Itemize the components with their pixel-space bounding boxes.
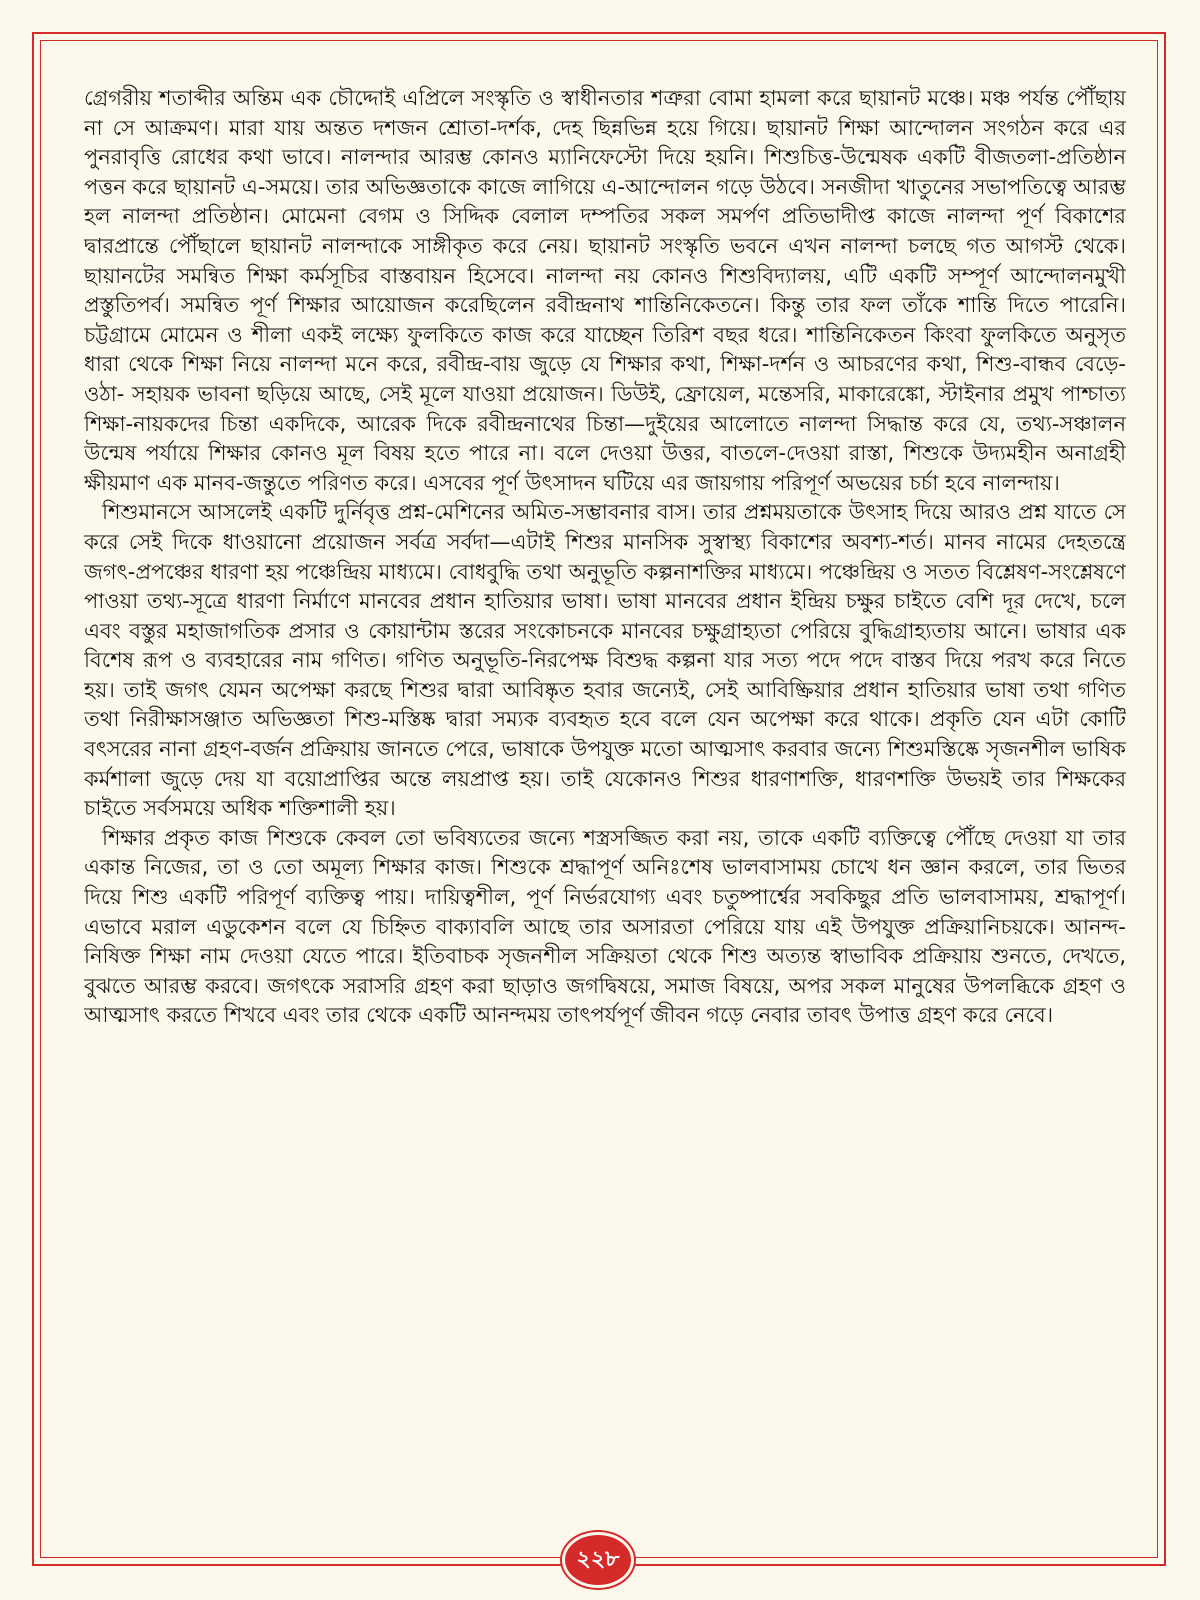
paragraph-1: গ্রেগরীয় শতাব্দীর অন্তিম এক চৌদ্দোই এপ্রিলে সংস্কৃতি ও স্বাধীনতার শত্রুরা বোমা হামলা করে ছায়ানট মঞ্চে। মঞ্চ পর্যন্ত পৌঁছায় না সে আক্রমণ। মারা যায় অন্তত দশজন শ্রোতা-দর্শক, দেহ ছিন্নভিন্ন হয়ে গিয়ে। ছায়ানট শিক্ষা আন্দোলন সংগঠন করে এর পুনরাবৃত্তি রোধের কথা ভাবে। নালন্দার আরম্ভ কোনও ম্যানিফেস্টো দিয়ে হয়নি। শিশুচিত্ত-উন্মেষক একটি বীজতলা-প্রতিষ্ঠান পত্তন করে ছায়ানট এ-সময়ে। তার অভিজ্ঞতাকে কাজে লাগিয়ে এ-আন্দোলন গড়ে উঠবে। সনজীদা খাতুনের সভাপতিত্বে আরম্ভ হল নালন্দা প্রতিষ্ঠান। মোমেনা বেগম ও সিদ্দিক বেলাল দম্পতির সকল সমর্পণ প্রতিভাদীপ্ত কাজে নালন্দা পূর্ণ বিকাশের দ্বারপ্রান্তে পৌঁছালে ছায়ানট নালন্দাকে সাঙ্গীকৃত করে নেয়। ছায়ানট সংস্কৃতি ভবনে এখন নালন্দা চলছে গত আগস্ট থেকে। ছায়ানটের সমন্বিত শিক্ষা কর্মসূচির বাস্তবায়ন হিসেবে। নালন্দা নয় কোনও শিশুবিদ্যালয়, এটি একটি সম্পূর্ণ আন্দোলনমুখী প্রস্তুতিপর্ব। সমন্বিত পূর্ণ শিক্ষার আয়োজন করেছিলেন রবীন্দ্রনাথ শান্তিনিকেতনে। কিন্তু তার ফল তাঁকে শান্তি দিতে পারেনি। চট্টগ্রামে মোমেন ও শীলা একই লক্ষ্যে ফুলকিতে কাজ করে যাচ্ছেন তিরিশ বছর ধরে। শান্তিনিকেতন কিংবা ফুলকিতে অনুসৃত ধারা থেকে শিক্ষা নিয়ে নালন্দা মনে করে, রবীন্দ্র-বায় জুড়ে যে শিক্ষার কথা, শিক্ষা-দর্শন ও আচরণের কথা, শিশু-বান্ধব বেড়ে-ওঠা- সহায়ক ভাবনা ছড়িয়ে আছে, সেই মূলে যাওয়া প্রয়োজন। ডিউই, ফ্রোয়েল, মন্তেসরি, মাকারেঙ্কো, স্টাইনার প্রমুখ পাশ্চাত্য শিক্ষা-নায়কদের চিন্তা একদিকে, আরেক দিকে রবীন্দ্রনাথের চিন্তা—দুইয়ের আলোতে নালন্দা সিদ্ধান্ত করে যে, তথ্য-সঞ্চালন উন্মেষ পর্যায়ে শিক্ষার কোনও মূল বিষয় হতে পারে না। বলে দেওয়া উত্তর, বাতলে-দেওয়া রাস্তা, শিশুকে উদ্যমহীন অনাগ্রহী ক্ষীয়মাণ এক মানব-জন্তুতে পরিণত করে। এসবের পূর্ণ উৎসাদন ঘটিয়ে এর জায়গায় পরিপূর্ণ অভয়ের চর্চা হবে নালন্দায়। [84,86,1126,495]
paragraph-2: শিশুমানসে আসলেই একটি দুর্নিবৃত্ত প্রশ্ন-মেশিনের অমিত-সম্ভাবনার বাস। তার প্রশ্নময়তাকে উৎসাহ দিয়ে আরও প্রশ্ন যাতে সে করে সেই দিকে ধাওয়ানো প্রয়োজন সর্বত্র সর্বদা—এটাই শিশুর মানসিক সুস্বাস্থ্য বিকাশের অবশ্য-শর্ত। মানব নামের দেহতন্ত্রে জগৎ-প্রপঞ্চের ধারণা হয় পঞ্চেন্দ্রিয় মাধ্যমে। বোধবুদ্ধি তথা অনুভূতি কল্পনাশক্তির মাধ্যমে। পঞ্চেন্দ্রিয় ও সতত বিশ্লেষণ-সংশ্লেষণে পাওয়া তথ্য-সূত্রে ধারণা নির্মাণে মানবের প্রধান হাতিয়ার ভাষা। ভাষা মানবের প্রধান ইন্দ্রিয় চক্ষুর চাইতে বেশি দূর দেখে, চলে এবং বস্তুর মহাজাগতিক প্রসার ও কোয়ান্টাম স্তরের সংকোচনকে মানবের চক্ষুগ্রাহ্যতা পেরিয়ে বুদ্ধিগ্রাহ্যতায় আনে। ভাষার এক বিশেষ রূপ ও ব্যবহারের নাম গণিত। গণিত অনুভূতি-নিরপেক্ষ বিশুদ্ধ কল্পনা যার সত্য পদে পদে বাস্তব দিয়ে পরখ করে নিতে হয়। তাই জগৎ যেমন অপেক্ষা করছে শিশুর দ্বারা আবিষ্কৃত হবার জন্যেই, সেই আবিষ্ক্রিয়ার প্রধান হাতিয়ার ভাষা তথা গণিত তথা নিরীক্ষাসঞ্জাত অভিজ্ঞতা শিশু-মস্তিষ্ক দ্বারা সম্যক ব্যবহৃত হবে বলে যেন অপেক্ষা করে থাকে। প্রকৃতি যেন এটা কোটি বৎসরের নানা গ্রহণ-বর্জন প্রক্রিয়ায় জানতে পেরে, ভাষাকে উপযুক্ত মতো আত্মসাৎ করবার জন্যে শিশুমস্তিষ্কে সৃজনশীল ভাষিক কর্মশালা জুড়ে দেয় যা বয়োপ্রাপ্তির অন্তে লয়প্রাপ্ত হয়। তাই যেকোনও শিশুর ধারণাশক্তি, ধারণশক্তি উভয়ই তার শিক্ষকের চাইতে সর্বসময়ে অধিক শক্তিশালী হয়। [84,500,1126,821]
page-number: ২২৮ [576,1546,620,1572]
paragraph-3: শিক্ষার প্রকৃত কাজ শিশুকে কেবল তো ভবিষ্যতের জন্যে শস্ত্রসজ্জিত করা নয়, তাকে একটি ব্যক্তিত্বে পৌঁছে দেওয়া যা তার একান্ত নিজের, তা ও তো অমূল্য শিক্ষার কাজ। শিশুকে শ্রদ্ধাপূর্ণ অনিঃশেষ ভালবাসাময় চোখে ধন জ্ঞান করলে, তার ভিতর দিয়ে শিশু একটি পরিপূর্ণ ব্যক্তিত্ব পায়। দায়িত্বশীল, পূর্ণ নির্ভরযোগ্য এবং চতুষ্পার্শ্বের সবকিছুর প্রতি ভালবাসাময়, শ্রদ্ধাপূর্ণ। এভাবে মরাল এডুকেশন বলে যে চিহ্নিত বাক্যাবলি আছে তার অসারতা পেরিয়ে যায় এই উপযুক্ত প্রক্রিয়ানিচয়কে। আনন্দ-নিষিক্ত শিক্ষা নাম দেওয়া যেতে পারে। ইতিবাচক সৃজনশীল সক্রিয়তা থেকে শিশু অত্যন্ত স্বাভাবিক প্রক্রিয়ায় শুনতে, দেখতে, বুঝতে আরম্ভ করবে। জগৎকে সরাসরি গ্রহণ করা ছাড়াও জগদ্বিষয়ে, সমাজ বিষয়ে, অপর সকল মানুষের উপলব্ধিকে গ্রহণ ও আত্মসাৎ করতে শিখবে এবং তার থেকে একটি আনন্দময় তাৎপর্যপূর্ণ জীবন গড়ে নেবার তাবৎ উপাত্ত গ্রহণ করে নেবে। [84,825,1126,1028]
page-number-badge [562,1532,634,1588]
article-body [84,84,1126,1514]
